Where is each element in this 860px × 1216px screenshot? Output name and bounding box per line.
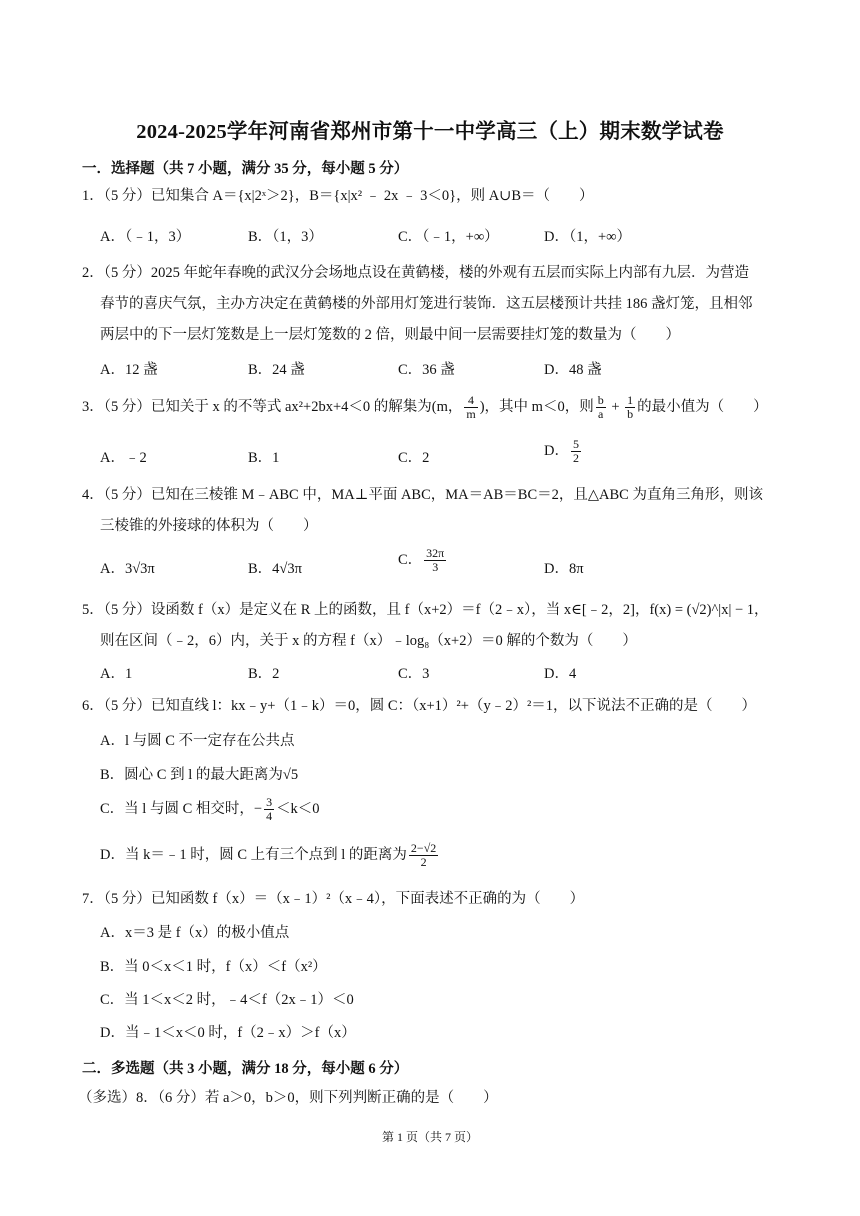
option-d: D．（1，+∞） [544, 229, 631, 245]
question-5 [82, 595, 782, 657]
option-d: D．4 [544, 666, 577, 682]
question-6-option-b: B．圆心 C 到 l 的最大距离为√5 [100, 767, 299, 783]
section-heading-multiple-choice: 二．多选题（共 3 小题，满分 18 分，每小题 6 分） [82, 1061, 409, 1077]
fraction: $\frac{1}{b}$ [627, 393, 634, 421]
question-4-line-2: 三棱锥的外接球的体积为（ ） [100, 518, 318, 534]
option-b: B．4√3π [248, 561, 302, 577]
question-5-line-2: 则在区间（﹣2，6）内，关于 x 的方程 f（x）﹣log₈（x+2）＝0 解的个数为（ ） [100, 633, 637, 649]
option-c: C．2 [398, 450, 430, 466]
option-b: B．（1，3） [248, 229, 323, 245]
option-a: A．3√3π [100, 561, 155, 577]
option-b: B．24 盏 [248, 362, 305, 378]
question-5-line-1: 5．（5 分）设函数 f（x）是定义在 R 上的函数，且 f（x+2）＝f（2﹣x），当 x∈[﹣2，2]，f(x) = (√2)^|x| − 1， [82, 602, 769, 618]
question-4-line-1: 4．（5 分）已知在三棱锥 M﹣ABC 中，MA⊥平面 ABC，MA＝AB＝BC＝2，且△ABC 为直角三角形，则该 [82, 487, 763, 503]
option-b: B．1 [248, 450, 280, 466]
fraction: $\frac{5}{2}$ [572, 437, 579, 465]
question-6-option-c: C．当 l 与圆 C 相交时，− $\frac{3}{4}$ ＜k＜0 [100, 795, 320, 823]
question-2-line-1: 2．（5 分）2025 年蛇年春晚的武汉分会场地点设在黄鹤楼，楼的外观有五层而实际上内部有九层．为营造 [82, 265, 749, 281]
option-a: A．﹣2 [100, 450, 147, 466]
question-6-option-a: A．l 与圆 C 不一定存在公共点 [100, 733, 295, 749]
option-a: A．（﹣1，3） [100, 229, 191, 245]
question-3-stem: 3．（5 分）已知关于 x 的不等式 ax²+2bx+4＜0 的解集为(m， $\frac{4}{m}$ )，其中 m＜0，则 $\frac{b}{a}$ + $\frac{1}{b}$ 的最小值为（ ） [82, 393, 768, 421]
question-7 [82, 887, 782, 911]
fraction: $\frac{2-√2}{2}$ [410, 841, 437, 869]
page-title: 2024-2025学年河南省郑州市第十一中学高三（上）期末数学试卷 [136, 121, 724, 143]
question-1-stem: 1．（5 分）已知集合 A＝{x|2ˣ＞2}，B＝{x|x² ﹣ 2x ﹣ 3＜0}，则 A∪B＝（ ） [82, 188, 594, 204]
question-6-stem: 6．（5 分）已知直线 l：kx﹣y+（1﹣k）＝0，圆 C：（x+1）²+（y﹣2）²＝1，以下说法不正确的是（ ） [82, 698, 757, 714]
fraction: $\frac{32\pi}{3}$ [426, 546, 445, 574]
question-1 [82, 184, 782, 208]
question-6-option-d: D．当 k＝﹣1 时，圆 C 上有三个点到 l 的距离为 $\frac{2-√2}{2}$ [100, 841, 437, 869]
question-8-stem: （多选）8．（6 分）若 a＞0，b＞0，则下列判断正确的是（ ） [78, 1090, 498, 1106]
section-heading-single-choice: 一．选择题（共 7 小题，满分 35 分，每小题 5 分） [82, 161, 409, 177]
option-a: A．12 盏 [100, 362, 158, 378]
question-7-option-d: D．当﹣1＜x＜0 时，f（2﹣x）＞f（x） [100, 1025, 356, 1041]
fraction: $\frac{b}{a}$ [597, 393, 604, 421]
question-2-line-3: 两层中的下一层灯笼数是上一层灯笼数的 2 倍，则最中间一层需要挂灯笼的数量为（ ） [100, 327, 680, 343]
option-d: D．8π [544, 561, 584, 577]
question-7-stem: 7．（5 分）已知函数 f（x）＝（x﹣1）²（x﹣4），下面表述不正确的为（ ） [82, 891, 585, 907]
question-6 [82, 694, 782, 718]
question-4 [82, 480, 782, 542]
question-2-line-2: 春节的喜庆气氛，主办方决定在黄鹤楼的外部用灯笼进行装饰．这五层楼预计共挂 186 盏灯笼，且相邻 [100, 296, 753, 312]
question-2 [82, 258, 782, 351]
question-7-option-c: C．当 1＜x＜2 时，﹣4＜f（2x﹣1）＜0 [100, 992, 354, 1008]
option-b: B．2 [248, 666, 280, 682]
fraction: $\frac{3}{4}$ [266, 795, 273, 823]
question-3 [82, 394, 782, 421]
option-c: C．3 [398, 666, 430, 682]
question-8 [78, 1086, 778, 1110]
option-c: C．36 盏 [398, 362, 455, 378]
fraction: $\frac{4}{m}$ [466, 393, 476, 421]
question-7-option-b: B．当 0＜x＜1 时，f（x）＜f（x²） [100, 959, 327, 975]
option-c: C．（﹣1，+∞） [398, 229, 499, 245]
option-a: A．1 [100, 666, 133, 682]
option-c: C． $\frac{32\pi}{3}$ [398, 546, 445, 574]
option-d: D．48 盏 [544, 362, 602, 378]
question-7-option-a: A．x＝3 是 f（x）的极小值点 [100, 925, 290, 941]
page-footer: 第 1 页（共 7 页） [381, 1130, 478, 1144]
option-d: D． $\frac{5}{2}$ [544, 437, 579, 465]
